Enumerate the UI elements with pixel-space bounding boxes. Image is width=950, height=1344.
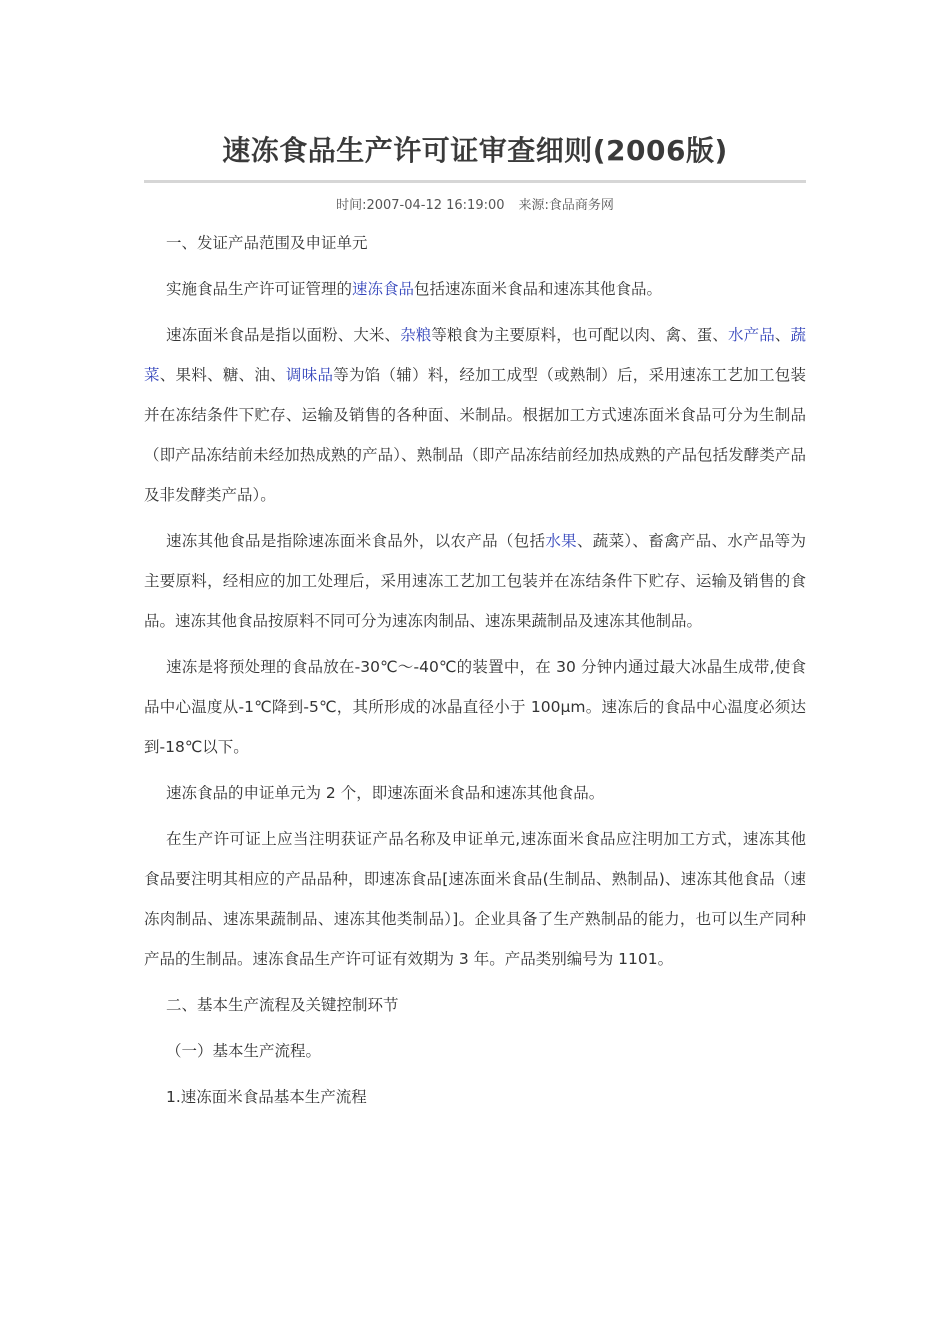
section-heading-1: 一、发证产品范围及申证单元 bbox=[166, 234, 368, 252]
text-run: 等粮食为主要原料，也可配以肉、禽、蛋、 bbox=[431, 326, 728, 344]
publish-time: 时间:2007-04-12 16:19:00 bbox=[336, 198, 505, 213]
paragraph-license-notes: 在生产许可证上应当注明获证产品名称及申证单元,速冻面米食品应注明加工方式，速冻其他食品要注明其相应的产品品种，即速冻食品[速冻面米食品(生制品、熟制品)、速冻其他食品（速冻肉制品、速冻果蔬制品、速冻其他类制品）]。企业具备了生产熟制品的能力，也可以生产同种产品的生制品。速冻食品生产许可证有效期为 3 年。产品类别编号为 1101。 bbox=[144, 830, 806, 968]
article-source: 来源:食品商务网 bbox=[518, 198, 614, 213]
link-vegetables[interactable]: 蔬菜 bbox=[144, 326, 806, 384]
section-heading-2: 二、基本生产流程及关键控制环节 bbox=[166, 996, 399, 1014]
link-fruit[interactable]: 水果 bbox=[545, 532, 577, 550]
link-frozen-food[interactable]: 速冻食品 bbox=[352, 280, 415, 298]
text-run: 速冻其他食品是指除速冻面米食品外，以农产品（包括 bbox=[166, 532, 546, 550]
page-title: 速冻食品生产许可证审查细则(2006版) bbox=[222, 134, 728, 167]
paragraph-quick-freezing: 速冻是将预处理的食品放在-30℃～-40℃的装置中，在 30 分钟内通过最大冰晶生成带,使食品中心温度从-1℃降到-5℃，其所形成的冰晶直径小于 100μm。速冻后的食品中心温度必须达到-18℃以下。 bbox=[144, 658, 806, 756]
link-condiments[interactable]: 调味品 bbox=[285, 366, 334, 384]
article-meta bbox=[144, 197, 806, 215]
text-run: 包括速冻面米食品和速冻其他食品。 bbox=[414, 280, 663, 298]
subsection-heading-1: （一）基本生产流程。 bbox=[166, 1042, 322, 1060]
link-aquatic-products[interactable]: 水产品 bbox=[728, 326, 775, 344]
paragraph-frozen-noodle-rice bbox=[144, 315, 806, 515]
title-divider bbox=[144, 180, 806, 183]
link-coarse-grain[interactable]: 杂粮 bbox=[400, 326, 432, 344]
text-run: 、 bbox=[774, 326, 791, 344]
document-page bbox=[144, 0, 806, 1117]
list-item-1: 1.速冻面米食品基本生产流程 bbox=[166, 1088, 367, 1106]
text-run: 、果料、糖、油、 bbox=[159, 366, 286, 384]
paragraph-frozen-other bbox=[144, 521, 806, 641]
text-run: 实施食品生产许可证管理的 bbox=[166, 280, 353, 298]
text-run: 速冻面米食品是指以面粉、大米、 bbox=[166, 326, 401, 344]
paragraph-scope bbox=[144, 269, 806, 309]
paragraph-application-units: 速冻食品的申证单元为 2 个，即速冻面米食品和速冻其他食品。 bbox=[166, 784, 605, 802]
text-run: 等为馅（辅）料，经加工成型（或熟制）后，采用速冻工艺加工包装并在冻结条件下贮存、运输及销售的各种面、米制品。根据加工方式速冻面米食品可分为生制品（即产品冻结前未经加热成熟的产品）、熟制品（即产品冻结前经加热成熟的产品包括发酵类产品及非发酵类产品）。 bbox=[144, 366, 806, 504]
text-run: 、蔬菜）、畜禽产品、水产品等为主要原料，经相应的加工处理后，采用速冻工艺加工包装并在冻结条件下贮存、运输及销售的食品。速冻其他食品按原料不同可分为速冻肉制品、速冻果蔬制品及速冻其他制品。 bbox=[144, 532, 806, 630]
